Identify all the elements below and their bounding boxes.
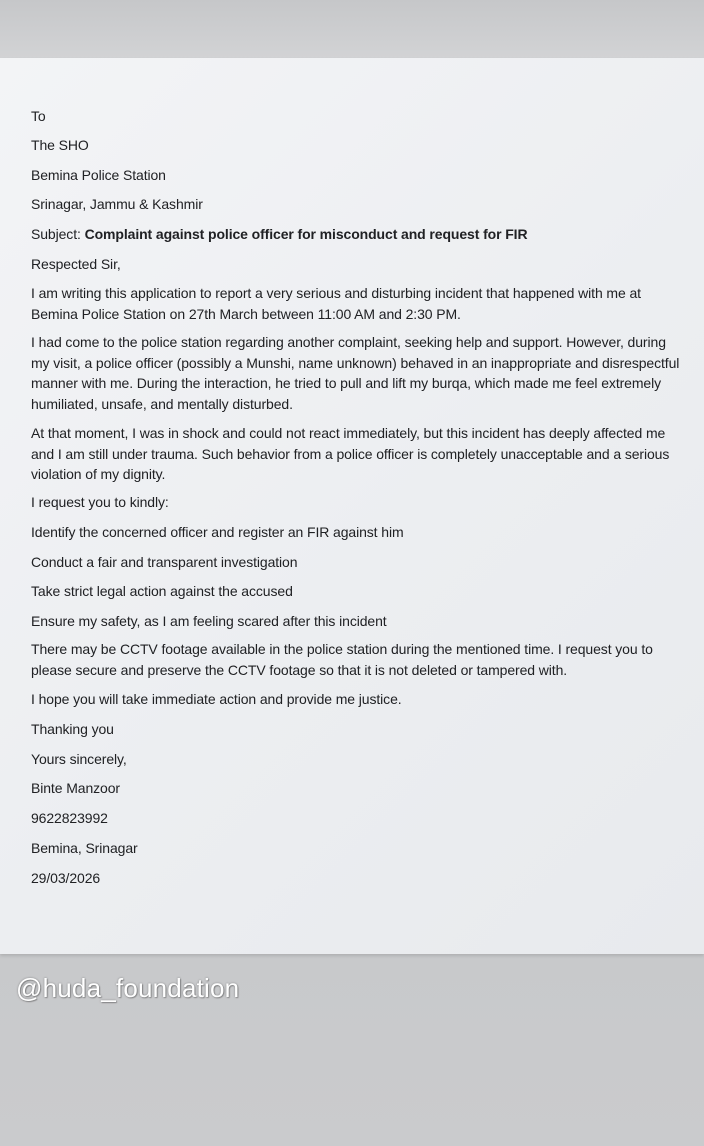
letter-paper <box>0 58 704 954</box>
paragraph-incident-report: I am writing this application to report a very serious and disturbing incident that happened with me at Bemina Police Station on 27th March between 11:00 AM and 2:30 PM. <box>31 285 641 322</box>
closing-thanks: Thanking you <box>31 721 114 737</box>
location-line: Srinagar, Jammu & Kashmir <box>31 196 203 212</box>
recipient-title: The SHO <box>31 137 89 153</box>
sender-phone: 9622823992 <box>31 810 108 826</box>
request-intro: I request you to kindly: <box>31 494 169 510</box>
station-name: Bemina Police Station <box>31 167 166 183</box>
paragraph-cctv: There may be CCTV footage available in the police station during the mentioned time. I request you to please secure and preserve the CCTV footage so that it is not deleted or tampered with. <box>31 641 653 678</box>
paragraph-incident-details: I had come to the police station regarding another complaint, seeking help and support. However, during my visit, a police officer (possibly a Munshi, name unknown) behaved in an inappropriate and disrespectful manner with me. During the interaction, he tried to pull and lift my burqa, which made me feel extremely humiliated, unsafe, and mentally disturbed. <box>31 334 680 412</box>
closing-sincerely: Yours sincerely, <box>31 751 127 767</box>
request-item: Take strict legal action against the accused <box>31 583 293 599</box>
paragraph-justice: I hope you will take immediate action and provide me justice. <box>31 691 402 707</box>
sender-address: Bemina, Srinagar <box>31 840 138 856</box>
watermark-handle: @huda_foundation <box>16 973 240 1003</box>
letter-date: 29/03/2026 <box>31 870 101 886</box>
request-item: Identify the concerned officer and register an FIR against him <box>31 524 404 540</box>
request-item: Conduct a fair and transparent investigation <box>31 554 298 570</box>
subject-label: Subject: <box>31 226 85 242</box>
paragraph-impact: At that moment, I was in shock and could not react immediately, but this incident has deeply affected me and I am still under trauma. Such behavior from a police officer is completely unacceptable and a serious violation of my dignity. <box>31 425 670 482</box>
subject-line <box>31 224 528 245</box>
sender-name: Binte Manzoor <box>31 780 120 796</box>
subject-text: Complaint against police officer for misconduct and request for FIR <box>84 226 528 242</box>
top-background <box>0 0 704 58</box>
salutation: Respected Sir, <box>31 256 121 272</box>
to-line: To <box>31 108 46 124</box>
request-item: Ensure my safety, as I am feeling scared after this incident <box>31 613 387 629</box>
